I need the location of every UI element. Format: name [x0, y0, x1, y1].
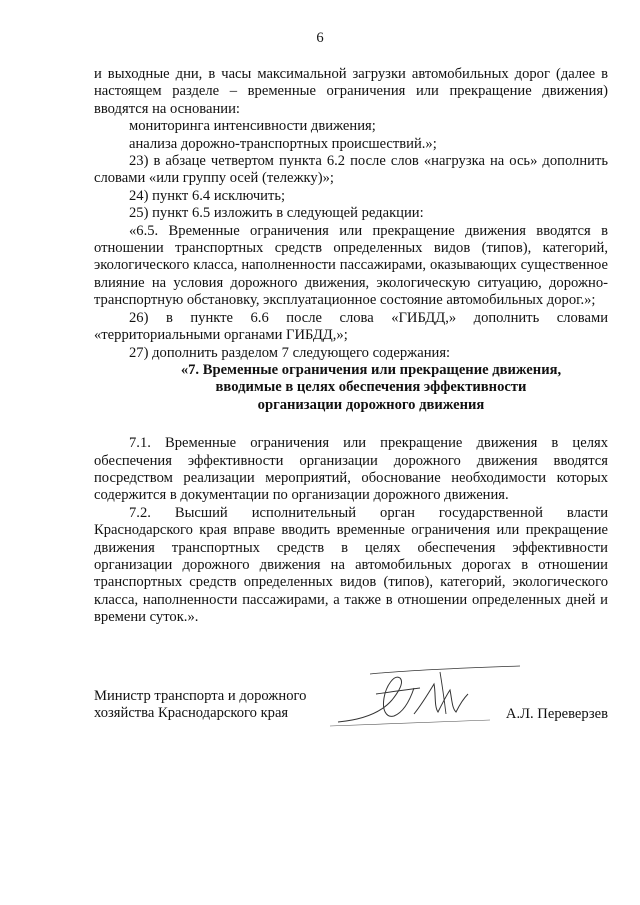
spacer: [94, 414, 608, 435]
paragraph-list-item: анализа дорожно-транспортных происшествий.»;: [129, 135, 437, 152]
paragraph-item-23: 23) в абзаце четвертом пункта 6.2 после слов «нагрузка на ось» дополнить словами «или группу осей (тележку)»;: [94, 153, 608, 187]
document-body: [94, 66, 608, 627]
handwritten-signature: [330, 664, 530, 734]
section-heading: [94, 362, 608, 414]
paragraph-item-24: 24) пункт 6.4 исключить;: [129, 187, 286, 204]
signatory-title-line: хозяйства Краснодарского края: [94, 705, 289, 722]
signatory-name: А.Л. Переверзев: [505, 706, 608, 722]
paragraph-continuation: и выходные дни, в часы максимальной загрузки автомобильных дорог (далее в настоящем разделе – временные ограничения или прекращение движения) вводятся на основании:: [94, 66, 608, 117]
signatory-title-line: Министр транспорта и дорожного: [94, 688, 307, 704]
paragraph-section-7-2: 7.2. Высший исполнительный орган государственной власти Краснодарского края вправе вводить временные ограничения или прекращение движения транспортных средств в целях обеспечения эффективности организации дорожного движения на автомобильных дорогах в отношении транспортных средств определенных видов (типов), категорий, экологического класса, наполненности пассажирами, а также в отношении определенных дней и времени суток.».: [94, 504, 608, 626]
paragraph-list-item: мониторинга интенсивности движения;: [129, 118, 376, 135]
paragraph-item-27: 27) дополнить разделом 7 следующего содержания:: [129, 344, 451, 361]
paragraph-item-26: 26) в пункте 6.6 после слова «ГИБДД,» дополнить словами «территориальными органами ГИБДД,»;: [94, 309, 608, 344]
section-heading-line: организации дорожного движения: [257, 396, 485, 413]
section-heading-line: вводимые в целях обеспечения эффективности: [215, 379, 527, 396]
paragraph-item-25: 25) пункт 6.5 изложить в следующей редакции:: [129, 205, 424, 222]
section-heading-line: «7. Временные ограничения или прекращение движения,: [180, 361, 562, 378]
signature-block: [94, 688, 608, 748]
page-number: 6: [316, 30, 324, 46]
paragraph-item-6-5: «6.5. Временные ограничения или прекращение движения вводятся в отношении транспортных средств определенных видов (типов), категорий, экологического класса, наполненности пассажирами, оказывающих существенное влияние на условия дорожного движения, экологическую ситуацию, дорожно-транспортную обстановку, эксплуатационное состояние автомобильных дорог.»;: [94, 222, 608, 309]
paragraph-section-7-1: 7.1. Временные ограничения или прекращение движения в целях обеспечения эффективности организации дорожного движения вводятся посредством реализации мероприятий, обоснование необходимости которых содержится в документации по организации дорожного движения.: [94, 435, 608, 504]
signatory-title: [94, 688, 354, 723]
